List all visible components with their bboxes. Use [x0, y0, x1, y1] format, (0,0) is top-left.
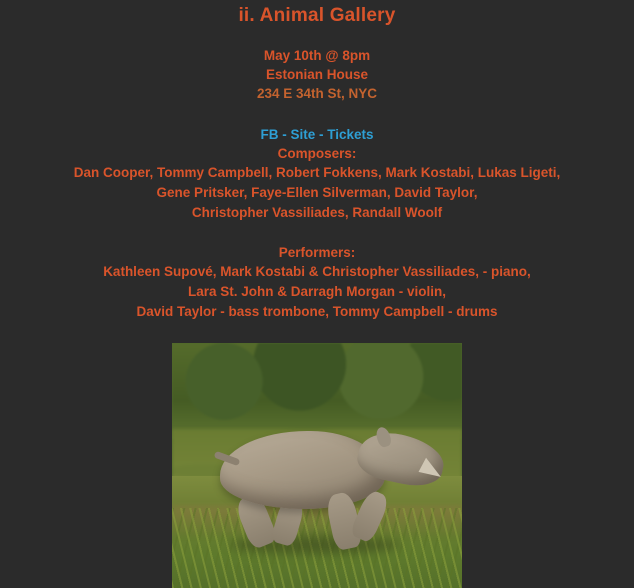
facebook-link[interactable]: FB: [260, 127, 279, 142]
photo-container: [0, 343, 634, 588]
tickets-link[interactable]: Tickets: [327, 127, 374, 142]
performers-line: Lara St. John & Darragh Morgan - violin,: [187, 284, 447, 299]
performers-line: David Taylor - bass trombone, Tommy Campbell - drums: [136, 304, 498, 319]
link-separator-1: -: [278, 127, 291, 142]
event-venue: Estonian House: [265, 67, 368, 82]
event-datetime: May 10th @ 8pm: [263, 48, 371, 63]
page-title: ii. Animal Gallery: [238, 5, 396, 26]
event-details: [0, 46, 634, 103]
composers-line: Gene Pritsker, Faye-Ellen Silverman, David Taylor,: [156, 185, 478, 200]
composers-line: Dan Cooper, Tommy Campbell, Robert Fokkens, Mark Kostabi, Lukas Ligeti,: [73, 165, 561, 180]
performers-list: [0, 262, 634, 322]
link-separator-2: -: [315, 127, 328, 142]
rhinoceros-photo: [172, 343, 462, 588]
performers-heading: Performers:: [278, 245, 356, 260]
site-link[interactable]: Site: [290, 127, 316, 142]
event-address: 234 E 34th St, NYC: [256, 86, 378, 101]
background-trees: [172, 343, 462, 439]
composers-heading: Composers:: [277, 146, 357, 161]
external-links: [0, 125, 634, 144]
composers-list: [0, 163, 634, 223]
performers-line: Kathleen Supové, Mark Kostabi & Christopher Vassiliades, - piano,: [103, 264, 531, 279]
composers-line: Christopher Vassiliades, Randall Woolf: [191, 205, 443, 220]
